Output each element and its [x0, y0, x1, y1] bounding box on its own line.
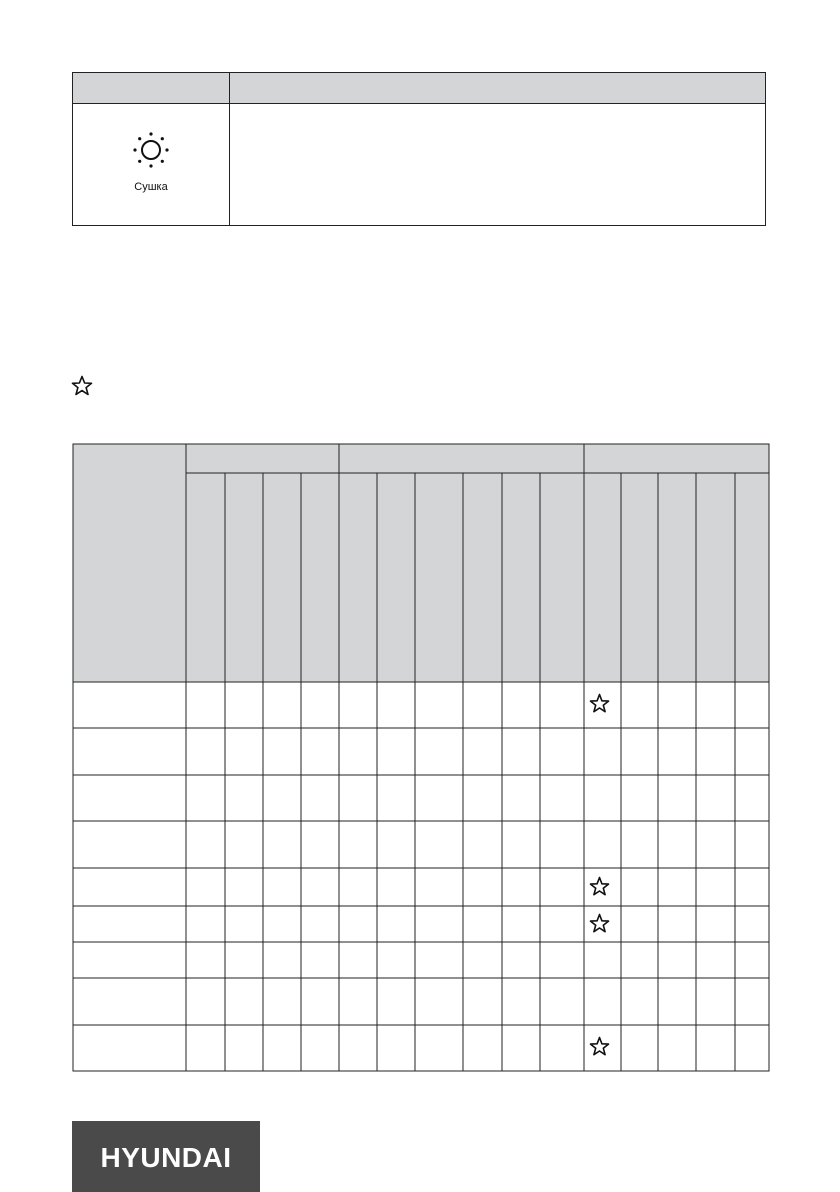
star-icon: [591, 1038, 609, 1055]
sun-icon: [131, 130, 171, 170]
logo-text: HYUNDAI: [100, 1142, 232, 1173]
grid-header-bg: [73, 444, 769, 682]
mode-description-table: [72, 72, 766, 226]
star-icon: [591, 915, 609, 932]
star-icon: [591, 695, 609, 712]
star-icon: [591, 878, 609, 895]
mode-cell: [73, 103, 229, 226]
star-icon: [71, 375, 93, 397]
program-options-grid: [72, 443, 770, 1072]
hyundai-logo: [72, 1121, 260, 1192]
column-divider: [229, 73, 230, 225]
table-header-row: [73, 73, 765, 104]
mode-label: Сушка: [134, 181, 168, 193]
